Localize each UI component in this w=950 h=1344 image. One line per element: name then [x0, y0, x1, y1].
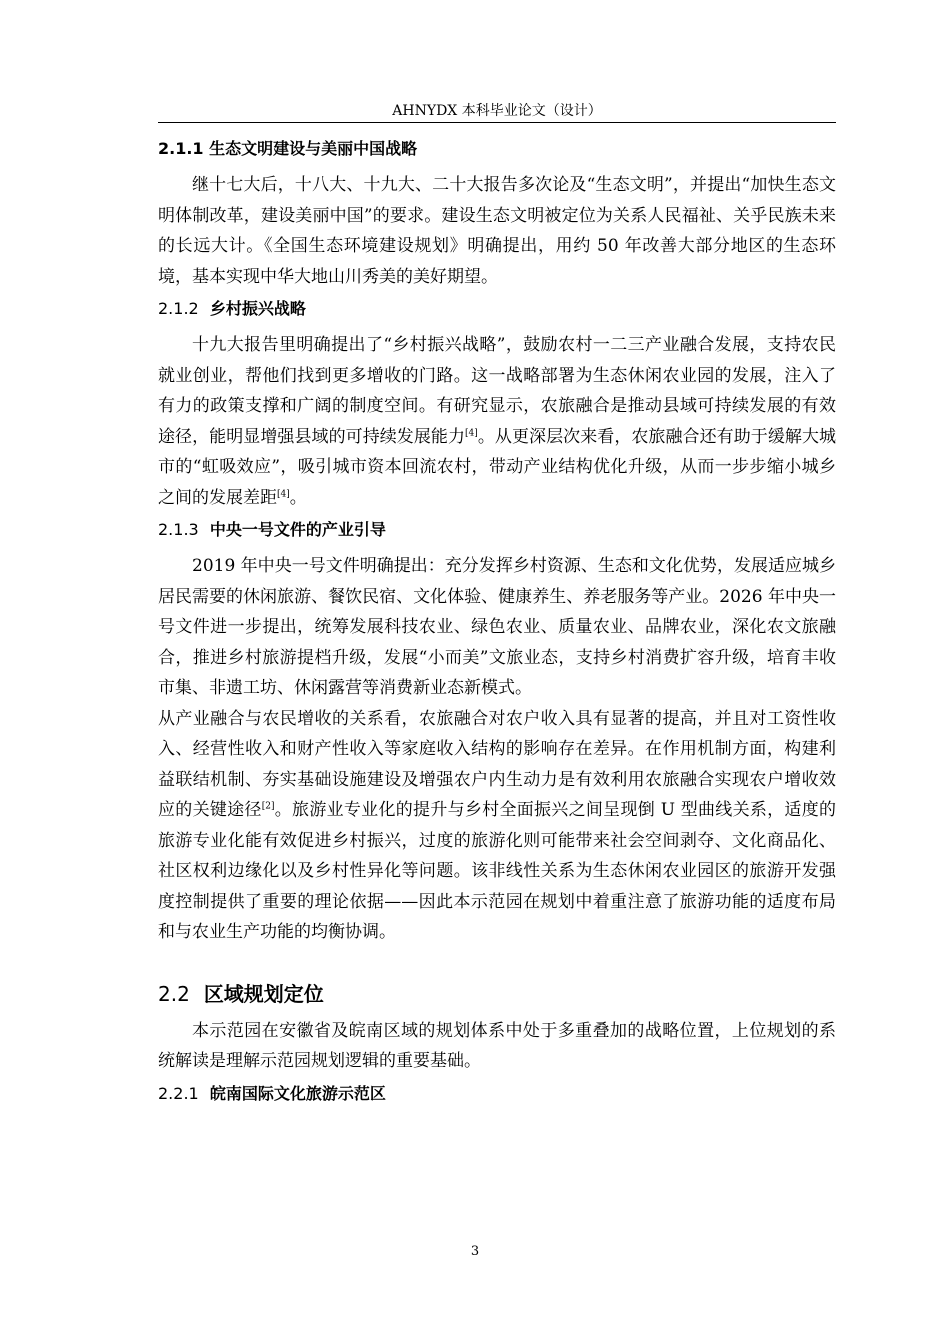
- text-run: 。从更深层次来看，农旅融合还有助于缓解大城市的“虹吸效应”，吸引城市资本回流农村，带动产业结构优化升级，从而一步步缩小城乡之间的发展差距: [158, 426, 837, 508]
- section-number: 2.2: [158, 981, 190, 1006]
- paragraph-2-1-1: 继十七大后，十八大、十九大、二十大报告多次论及“生态文明”，并提出“加快生态文明体制改革，建设美丽中国”的要求。建设生态文明被定位为关系人民福祉、关乎民族未来的长远大计。《全国生态环境建设规划》明确提出，用约 50 年改善大部分地区的生态环境，基本实现中华大地山川秀美的美好期望。: [158, 175, 836, 287]
- citation-ref: [2]: [261, 801, 275, 812]
- page-content: [158, 136, 836, 1107]
- citation-ref: [4]: [465, 427, 478, 438]
- section-title: 乡村振兴战略: [209, 299, 306, 318]
- section-heading-2-2: [158, 978, 836, 1010]
- page-header: AHNYDX 本科毕业论文（设计）: [158, 100, 836, 123]
- paragraph-2-1-3-a: 2019 年中央一号文件明确提出：充分发挥乡村资源、生态和文化优势，发展适应城乡居民需要的休闲旅游、餐饮民宿、文化体验、健康养生、养老服务等产业。2026 年中央一号文件进一步提出，统筹发展科技农业、绿色农业、质量农业、品牌农业，深化农文旅融合，推进乡村旅游提档升级，发展“小而美”文旅业态，支持乡村消费扩容升级，培育丰收市集、非遗工坊、休闲露营等消费新业态新模式。: [158, 556, 836, 698]
- text-run: 。: [289, 487, 307, 508]
- section-heading-2-1-2: [158, 296, 836, 322]
- text-run: 十九大报告里明确提出了“乡村振兴战略”，鼓励农村一二三产业融合发展，支持农民就业创业，帮他们找到更多增收的门路。这一战略部署为生态休闲农业园的发展，注入了有力的政策支撑和广阔的制度空间。有研究显示，农旅融合是推动县域可持续发展的有效途径，能明显增强县域的可持续发展能力: [158, 335, 836, 447]
- section-heading-2-2-1: [158, 1081, 836, 1107]
- section-number: 2.2.1: [158, 1083, 199, 1103]
- section-number: 2.1.2: [158, 299, 199, 318]
- paragraph-2-1-3-b: [158, 704, 836, 948]
- paragraph-2-1-2: [158, 330, 836, 513]
- text-run: 从产业融合与农民增收的关系看，农旅融合对农户收入具有显著的提高，并且对工资性收入、经营性收入和财产性收入等家庭收入结构的影响存在差异。在作用机制方面，构建利益联结机制、夯实基础设施建设及增强农户内生动力是有效利用农旅融合实现农户增收效应的关键途径: [158, 708, 836, 820]
- text-run: 。旅游业专业化的提升与乡村全面振兴之间呈现倒 U 型曲线关系，适度的旅游专业化能有效促进乡村振兴，过度的旅游化则可能带来社会空间剥夺、文化商品化、社区权利边缘化以及乡村性异化等问题。该非线性关系为生态休闲农业园区的旅游开发强度控制提供了重要的理论依据——因此本示范园在规划中着重注意了旅游功能的适度布局和与农业生产功能的均衡协调。: [158, 800, 837, 942]
- citation-ref: [4]: [277, 488, 290, 499]
- section-heading-2-1-3: [158, 517, 836, 543]
- section-title: 皖南国际文化旅游示范区: [209, 1083, 386, 1103]
- page-number: 3: [470, 1244, 480, 1259]
- section-heading-2-1-1: 2.1.1 生态文明建设与美丽中国战略: [158, 139, 418, 158]
- section-title: 区域规划定位: [203, 981, 324, 1006]
- section-title: 中央一号文件的产业引导: [209, 520, 386, 539]
- section-number: 2.1.3: [158, 520, 199, 539]
- paragraph-2-2: 本示范园在安徽省及皖南区域的规划体系中处于多重叠加的战略位置，上位规划的系统解读是理解示范园规划逻辑的重要基础。: [158, 1020, 836, 1071]
